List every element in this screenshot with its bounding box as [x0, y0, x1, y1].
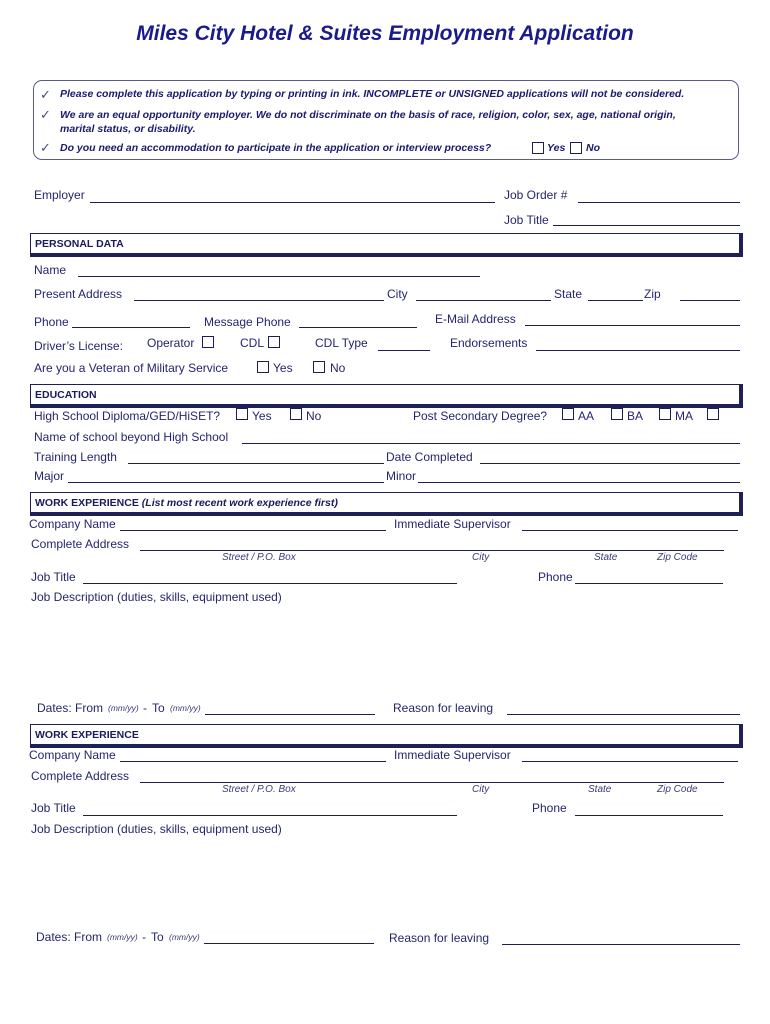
- veteran-yes-checkbox[interactable]: [257, 361, 269, 373]
- post-secondary-label: Post Secondary Degree?: [413, 409, 548, 423]
- w2-job-title-field[interactable]: [83, 815, 457, 816]
- checkmark-icon: ✓: [40, 107, 51, 122]
- education-heading: EDUCATION: [35, 389, 97, 401]
- phone-label: Phone: [34, 315, 69, 329]
- w2-city-caption: City: [472, 784, 490, 795]
- ma-checkbox-box[interactable]: [659, 408, 671, 420]
- w1-description-area[interactable]: [31, 605, 736, 695]
- w2-reason-label: Reason for leaving: [389, 931, 490, 945]
- work-experience-note: (List most recent work experience first): [141, 497, 338, 509]
- work-experience-2-heading: WORK EXPERIENCE: [35, 729, 139, 741]
- zip-field[interactable]: [680, 300, 740, 301]
- w1-job-title-field[interactable]: [83, 583, 457, 584]
- w1-to-format: (mm/yy): [170, 703, 201, 713]
- notice-line-1: Please complete this application by typing or printing in ink. INCOMPLETE or UNSIGNED applications will not be considered.: [60, 88, 685, 100]
- accommodation-no-checkbox[interactable]: [570, 142, 582, 154]
- message-phone-field[interactable]: [299, 327, 417, 328]
- state-label: State: [554, 287, 583, 301]
- w1-company-label: Company Name: [29, 517, 116, 531]
- employer-label: Employer: [34, 188, 85, 202]
- present-address-field[interactable]: [134, 300, 384, 301]
- w1-dash: -: [143, 701, 147, 715]
- email-label: E-Mail Address: [435, 312, 516, 326]
- w2-to-format: (mm/yy): [169, 932, 200, 942]
- date-completed-label: Date Completed: [386, 450, 473, 464]
- notice-line-2: We are an equal opportunity employer. We do not discriminate on the basis of race, religion, color, sex, age, national origin,: [60, 109, 676, 121]
- accommodation-no-label: No: [586, 142, 600, 154]
- notice-line-2b: marital status, or disability.: [60, 123, 196, 135]
- w1-reason-field[interactable]: [507, 714, 740, 715]
- w1-city-caption: City: [472, 552, 490, 563]
- page-title: Miles City Hotel & Suites Employment Application: [136, 22, 634, 45]
- w2-state-caption: State: [588, 784, 612, 795]
- email-field[interactable]: [525, 325, 740, 326]
- personal-data-header: [30, 233, 743, 257]
- drivers-license-label: Driver’s License:: [34, 339, 123, 353]
- w2-dates-field[interactable]: [204, 943, 374, 944]
- w1-dates-from-label: Dates: From: [37, 701, 104, 715]
- w2-from-format: (mm/yy): [107, 932, 138, 942]
- hs-no-checkbox[interactable]: [290, 408, 302, 420]
- name-label: Name: [34, 263, 67, 277]
- name-field[interactable]: [78, 276, 480, 277]
- veteran-no-checkbox[interactable]: [313, 361, 325, 373]
- city-label: City: [387, 287, 408, 301]
- job-order-field[interactable]: [578, 202, 740, 203]
- city-field[interactable]: [416, 300, 551, 301]
- w2-phone-label: Phone: [532, 801, 567, 815]
- work-experience-1-heading: [35, 497, 338, 509]
- cdl-label: CDL: [240, 336, 265, 350]
- ma-checkbox[interactable]: [707, 408, 719, 420]
- w1-to-label: To: [152, 701, 165, 715]
- message-phone-label: Message Phone: [204, 315, 291, 329]
- school-name-field[interactable]: [242, 443, 740, 444]
- checkmark-icon: ✓: [40, 87, 51, 102]
- w2-zip-caption: Zip Code: [657, 784, 698, 795]
- aa-checkbox[interactable]: [562, 408, 574, 420]
- endorsements-field[interactable]: [536, 350, 740, 351]
- hs-diploma-label: High School Diploma/GED/HiSET?: [34, 409, 221, 423]
- w1-address-field[interactable]: [140, 550, 724, 551]
- w1-dates-field[interactable]: [205, 714, 375, 715]
- school-name-label: Name of school beyond High School: [34, 430, 229, 444]
- veteran-label: Are you a Veteran of Military Service: [34, 361, 229, 375]
- date-completed-field[interactable]: [480, 463, 740, 464]
- operator-label: Operator: [147, 336, 195, 350]
- major-label: Major: [34, 469, 65, 483]
- minor-label: Minor: [386, 469, 417, 483]
- w2-company-label: Company Name: [29, 748, 116, 762]
- major-field[interactable]: [68, 482, 384, 483]
- accommodation-question: Do you need an accommodation to participate in the application or interview process?: [60, 142, 492, 154]
- w1-street-caption: Street / P.O. Box: [222, 552, 296, 563]
- w2-dash: -: [142, 930, 146, 944]
- hs-yes-checkbox[interactable]: [236, 408, 248, 420]
- w1-reason-label: Reason for leaving: [393, 701, 494, 715]
- personal-data-heading: PERSONAL DATA: [35, 238, 124, 250]
- hs-yes-label: Yes: [252, 409, 272, 423]
- w2-supervisor-field[interactable]: [522, 761, 738, 762]
- cdl-type-label: CDL Type: [315, 336, 368, 350]
- w1-address-label: Complete Address: [31, 537, 130, 551]
- w1-phone-label: Phone: [538, 570, 573, 584]
- w1-supervisor-label: Immediate Supervisor: [394, 517, 511, 531]
- education-header: [30, 384, 743, 408]
- present-address-label: Present Address: [34, 287, 123, 301]
- w1-state-caption: State: [594, 552, 618, 563]
- aa-label: AA: [578, 409, 595, 423]
- w1-phone-field[interactable]: [575, 583, 723, 584]
- operator-checkbox[interactable]: [202, 336, 214, 348]
- minor-field[interactable]: [418, 482, 740, 483]
- w1-zip-caption: Zip Code: [657, 552, 698, 563]
- work-experience-1-header: [30, 492, 743, 516]
- w2-job-title-label: Job Title: [31, 801, 76, 815]
- zip-label: Zip: [644, 287, 661, 301]
- w1-company-field[interactable]: [120, 530, 386, 531]
- hs-no-label: No: [306, 409, 322, 423]
- job-order-label: Job Order #: [504, 188, 568, 202]
- job-title-field[interactable]: [553, 225, 740, 226]
- w2-supervisor-label: Immediate Supervisor: [394, 748, 511, 762]
- w2-address-label: Complete Address: [31, 769, 130, 783]
- w2-company-field[interactable]: [120, 761, 386, 762]
- w2-address-field[interactable]: [140, 782, 724, 783]
- phone-field[interactable]: [72, 327, 190, 328]
- w2-phone-field[interactable]: [575, 815, 723, 816]
- w2-description-label: Job Description (duties, skills, equipment used): [31, 822, 282, 836]
- training-length-field[interactable]: [128, 463, 384, 464]
- cdl-type-field[interactable]: [378, 350, 430, 351]
- w1-from-format: (mm/yy): [108, 703, 139, 713]
- w1-supervisor-field[interactable]: [522, 530, 738, 531]
- accommodation-yes-checkbox[interactable]: [532, 142, 544, 154]
- employer-field[interactable]: [90, 202, 495, 203]
- training-length-label: Training Length: [34, 450, 117, 464]
- veteran-no-label: No: [330, 361, 346, 375]
- endorsements-label: Endorsements: [450, 336, 528, 350]
- job-title-label: Job Title: [504, 213, 549, 227]
- checkmark-icon: ✓: [40, 140, 51, 155]
- work-experience-2-header: [30, 724, 743, 748]
- cdl-checkbox[interactable]: [268, 336, 280, 348]
- ba-label: BA: [627, 409, 644, 423]
- work-experience-1-title: WORK EXPERIENCE: [35, 497, 139, 509]
- w2-to-label: To: [151, 930, 164, 944]
- ba-checkbox[interactable]: [611, 408, 623, 420]
- state-field[interactable]: [588, 300, 643, 301]
- accommodation-yes-label: Yes: [547, 142, 566, 154]
- w2-description-area[interactable]: [31, 837, 736, 925]
- veteran-yes-label: Yes: [273, 361, 293, 375]
- w2-dates-from-label: Dates: From: [36, 930, 103, 944]
- ma-label: MA: [675, 409, 693, 423]
- w1-job-title-label: Job Title: [31, 570, 76, 584]
- w2-street-caption: Street / P.O. Box: [222, 784, 296, 795]
- w1-description-label: Job Description (duties, skills, equipment used): [31, 590, 282, 604]
- w2-reason-field[interactable]: [502, 944, 740, 945]
